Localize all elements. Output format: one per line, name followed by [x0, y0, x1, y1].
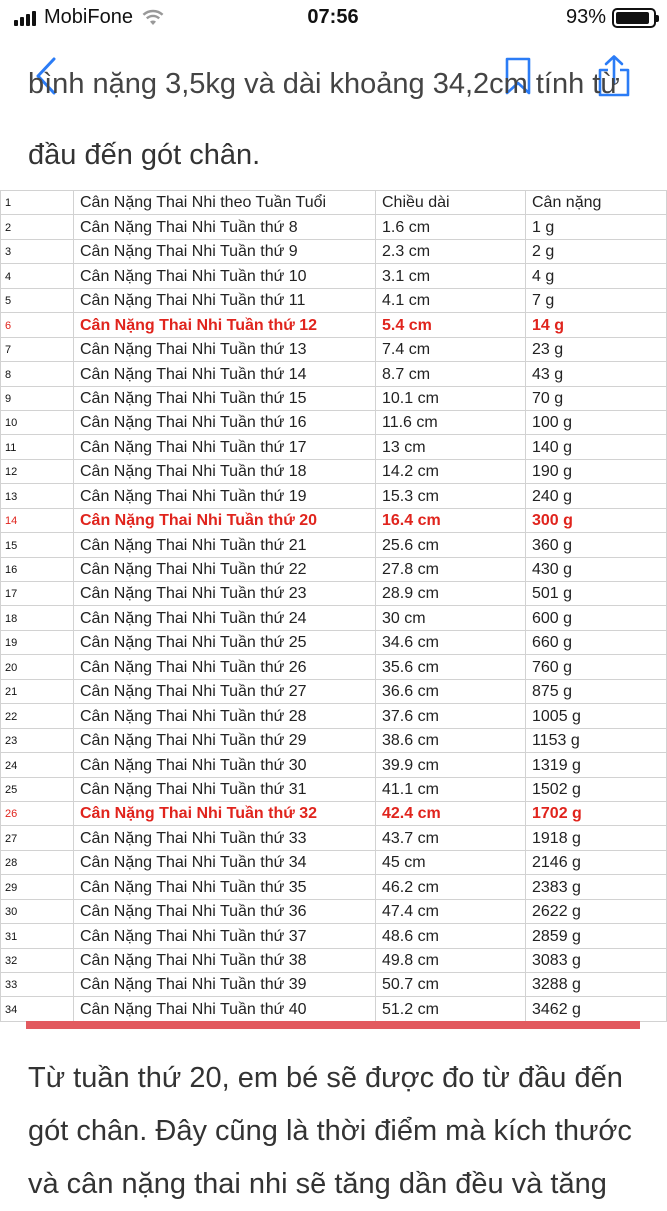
row-label: Cân Nặng Thai Nhi Tuần thứ 29	[74, 728, 376, 752]
table-row	[1, 630, 667, 654]
row-number: 3	[1, 239, 74, 263]
table-row	[1, 728, 667, 752]
row-length: 36.6 cm	[376, 679, 526, 703]
row-number: 25	[1, 777, 74, 801]
row-label: Cân Nặng Thai Nhi Tuần thứ 39	[74, 973, 376, 997]
row-number: 12	[1, 459, 74, 483]
row-length: 8.7 cm	[376, 362, 526, 386]
row-weight: 2622 g	[526, 899, 667, 923]
row-number: 33	[1, 973, 74, 997]
row-label: Cân Nặng Thai Nhi Tuần thứ 12	[74, 313, 376, 337]
row-length: 5.4 cm	[376, 313, 526, 337]
row-number: 23	[1, 728, 74, 752]
row-number: 7	[1, 337, 74, 361]
row-label: Cân Nặng Thai Nhi Tuần thứ 32	[74, 801, 376, 825]
row-length: 11.6 cm	[376, 410, 526, 434]
row-weight: 1005 g	[526, 704, 667, 728]
row-label: Cân Nặng Thai Nhi Tuần thứ 23	[74, 582, 376, 606]
row-weight: 4 g	[526, 264, 667, 288]
table-row	[1, 801, 667, 825]
table-row	[1, 264, 667, 288]
row-number: 29	[1, 875, 74, 899]
row-weight: 875 g	[526, 679, 667, 703]
row-weight: 23 g	[526, 337, 667, 361]
row-number: 14	[1, 508, 74, 532]
table-row	[1, 508, 667, 532]
row-length: 46.2 cm	[376, 875, 526, 899]
table-row	[1, 215, 667, 239]
row-number: 19	[1, 630, 74, 654]
row-label: Cân Nặng Thai Nhi theo Tuần Tuổi	[74, 191, 376, 215]
row-label: Cân Nặng Thai Nhi Tuần thứ 30	[74, 753, 376, 777]
table-row	[1, 704, 667, 728]
row-weight: 1153 g	[526, 728, 667, 752]
status-bar	[0, 0, 666, 38]
row-weight: 430 g	[526, 557, 667, 581]
row-weight: 1502 g	[526, 777, 667, 801]
battery-fill	[616, 12, 649, 24]
table-row	[1, 753, 667, 777]
row-weight: 1 g	[526, 215, 667, 239]
row-number: 13	[1, 484, 74, 508]
row-number: 9	[1, 386, 74, 410]
status-time: 07:56	[307, 6, 359, 28]
table-row	[1, 484, 667, 508]
table-row	[1, 313, 667, 337]
row-length: 28.9 cm	[376, 582, 526, 606]
paragraph-line: và cân nặng thai nhi sẽ tăng dần đều và tăng	[28, 1168, 607, 1200]
row-label: Cân Nặng Thai Nhi Tuần thứ 16	[74, 410, 376, 434]
table-row	[1, 679, 667, 703]
row-weight: 70 g	[526, 386, 667, 410]
row-weight: 14 g	[526, 313, 667, 337]
table-body	[1, 191, 667, 1022]
row-number: 15	[1, 533, 74, 557]
table-row	[1, 899, 667, 923]
row-label: Cân Nặng Thai Nhi Tuần thứ 24	[74, 606, 376, 630]
row-label: Cân Nặng Thai Nhi Tuần thứ 35	[74, 875, 376, 899]
row-number: 17	[1, 582, 74, 606]
row-weight: 7 g	[526, 288, 667, 312]
table-row	[1, 948, 667, 972]
table-row	[1, 386, 667, 410]
row-number: 31	[1, 924, 74, 948]
row-label: Cân Nặng Thai Nhi Tuần thứ 9	[74, 239, 376, 263]
row-length: 1.6 cm	[376, 215, 526, 239]
row-number: 10	[1, 410, 74, 434]
row-length: 51.2 cm	[376, 997, 526, 1021]
row-label: Cân Nặng Thai Nhi Tuần thứ 34	[74, 850, 376, 874]
row-label: Cân Nặng Thai Nhi Tuần thứ 19	[74, 484, 376, 508]
row-weight: 3083 g	[526, 948, 667, 972]
row-label: Cân Nặng Thai Nhi Tuần thứ 40	[74, 997, 376, 1021]
row-label: Cân Nặng Thai Nhi Tuần thứ 14	[74, 362, 376, 386]
row-label: Cân Nặng Thai Nhi Tuần thứ 17	[74, 435, 376, 459]
row-number: 28	[1, 850, 74, 874]
fetal-weight-table	[0, 190, 666, 1022]
row-length: 34.6 cm	[376, 630, 526, 654]
table-row	[1, 191, 667, 215]
row-label: Cân Nặng Thai Nhi Tuần thứ 37	[74, 924, 376, 948]
table-row	[1, 606, 667, 630]
row-length: 47.4 cm	[376, 899, 526, 923]
row-weight: 140 g	[526, 435, 667, 459]
row-length: 37.6 cm	[376, 704, 526, 728]
table-row	[1, 973, 667, 997]
divider-bar	[26, 1021, 640, 1029]
row-number: 6	[1, 313, 74, 337]
row-weight: 3462 g	[526, 997, 667, 1021]
table-row	[1, 239, 667, 263]
row-length: 14.2 cm	[376, 459, 526, 483]
row-length: 45 cm	[376, 850, 526, 874]
table-row	[1, 875, 667, 899]
row-number: 34	[1, 997, 74, 1021]
table-row	[1, 997, 667, 1021]
row-number: 24	[1, 753, 74, 777]
row-weight: 2859 g	[526, 924, 667, 948]
row-label: Cân Nặng Thai Nhi Tuần thứ 25	[74, 630, 376, 654]
table-row	[1, 924, 667, 948]
row-weight: 100 g	[526, 410, 667, 434]
table-row	[1, 288, 667, 312]
row-weight: 2146 g	[526, 850, 667, 874]
row-length: 39.9 cm	[376, 753, 526, 777]
row-length: 4.1 cm	[376, 288, 526, 312]
table-row	[1, 557, 667, 581]
row-number: 16	[1, 557, 74, 581]
row-label: Cân Nặng Thai Nhi Tuần thứ 33	[74, 826, 376, 850]
row-number: 30	[1, 899, 74, 923]
row-weight: 360 g	[526, 533, 667, 557]
row-weight: 1918 g	[526, 826, 667, 850]
row-number: 18	[1, 606, 74, 630]
paragraph-top: đầu đến gót chân.	[28, 139, 261, 171]
paragraph-line: gót chân. Đây cũng là thời điểm mà kích thước	[28, 1115, 632, 1147]
row-label: Cân Nặng Thai Nhi Tuần thứ 28	[74, 704, 376, 728]
row-weight: 2 g	[526, 239, 667, 263]
row-length: 30 cm	[376, 606, 526, 630]
row-number: 32	[1, 948, 74, 972]
row-label: Cân Nặng Thai Nhi Tuần thứ 15	[74, 386, 376, 410]
row-number: 21	[1, 679, 74, 703]
battery-percent: 93%	[565, 6, 606, 28]
row-weight: 43 g	[526, 362, 667, 386]
battery-icon	[612, 8, 656, 28]
row-length: 25.6 cm	[376, 533, 526, 557]
row-weight: 2383 g	[526, 875, 667, 899]
table-row	[1, 410, 667, 434]
row-label: Cân Nặng Thai Nhi Tuần thứ 8	[74, 215, 376, 239]
row-number: 4	[1, 264, 74, 288]
row-label: Cân Nặng Thai Nhi Tuần thứ 11	[74, 288, 376, 312]
paragraph-bottom	[28, 1052, 648, 1211]
row-length: 27.8 cm	[376, 557, 526, 581]
row-number: 26	[1, 801, 74, 825]
row-length: 3.1 cm	[376, 264, 526, 288]
table-row	[1, 777, 667, 801]
paragraph-line: Từ tuần thứ 20, em bé sẽ được đo từ đầu đến	[28, 1062, 623, 1094]
row-length: 48.6 cm	[376, 924, 526, 948]
row-weight: 501 g	[526, 582, 667, 606]
table-row	[1, 582, 667, 606]
row-number: 8	[1, 362, 74, 386]
row-number: 27	[1, 826, 74, 850]
row-label: Cân Nặng Thai Nhi Tuần thứ 13	[74, 337, 376, 361]
row-weight: Cân nặng	[526, 191, 667, 215]
row-weight: 760 g	[526, 655, 667, 679]
row-length: 10.1 cm	[376, 386, 526, 410]
row-length: 15.3 cm	[376, 484, 526, 508]
row-weight: 1319 g	[526, 753, 667, 777]
row-length: 13 cm	[376, 435, 526, 459]
row-length: 7.4 cm	[376, 337, 526, 361]
table-row	[1, 459, 667, 483]
row-weight: 660 g	[526, 630, 667, 654]
row-weight: 240 g	[526, 484, 667, 508]
row-number: 2	[1, 215, 74, 239]
row-label: Cân Nặng Thai Nhi Tuần thứ 27	[74, 679, 376, 703]
table-row	[1, 655, 667, 679]
row-label: Cân Nặng Thai Nhi Tuần thứ 26	[74, 655, 376, 679]
row-length: 38.6 cm	[376, 728, 526, 752]
battery-group	[566, 6, 656, 29]
row-number: 5	[1, 288, 74, 312]
row-length: 42.4 cm	[376, 801, 526, 825]
row-label: Cân Nặng Thai Nhi Tuần thứ 21	[74, 533, 376, 557]
row-label: Cân Nặng Thai Nhi Tuần thứ 20	[74, 508, 376, 532]
row-label: Cân Nặng Thai Nhi Tuần thứ 36	[74, 899, 376, 923]
row-length: 43.7 cm	[376, 826, 526, 850]
row-label: Cân Nặng Thai Nhi Tuần thứ 31	[74, 777, 376, 801]
row-weight: 3288 g	[526, 973, 667, 997]
row-label: Cân Nặng Thai Nhi Tuần thứ 10	[74, 264, 376, 288]
table-row	[1, 337, 667, 361]
row-length: 50.7 cm	[376, 973, 526, 997]
row-length: 49.8 cm	[376, 948, 526, 972]
row-length: Chiều dài	[376, 191, 526, 215]
row-weight: 190 g	[526, 459, 667, 483]
row-label: Cân Nặng Thai Nhi Tuần thứ 22	[74, 557, 376, 581]
row-number: 11	[1, 435, 74, 459]
row-length: 16.4 cm	[376, 508, 526, 532]
table-row	[1, 826, 667, 850]
row-label: Cân Nặng Thai Nhi Tuần thứ 18	[74, 459, 376, 483]
row-length: 2.3 cm	[376, 239, 526, 263]
row-number: 1	[1, 191, 74, 215]
row-weight: 1702 g	[526, 801, 667, 825]
table-row	[1, 850, 667, 874]
carrier-name: MobiFone	[44, 6, 133, 28]
row-number: 22	[1, 704, 74, 728]
row-label: Cân Nặng Thai Nhi Tuần thứ 38	[74, 948, 376, 972]
table-row	[1, 435, 667, 459]
table-row	[1, 533, 667, 557]
row-weight: 300 g	[526, 508, 667, 532]
row-weight: 600 g	[526, 606, 667, 630]
row-length: 41.1 cm	[376, 777, 526, 801]
clipped-text-line: bình nặng 3,5kg và dài khoảng 34,2cm tính từ	[28, 68, 620, 100]
row-length: 35.6 cm	[376, 655, 526, 679]
row-number: 20	[1, 655, 74, 679]
table-row	[1, 362, 667, 386]
